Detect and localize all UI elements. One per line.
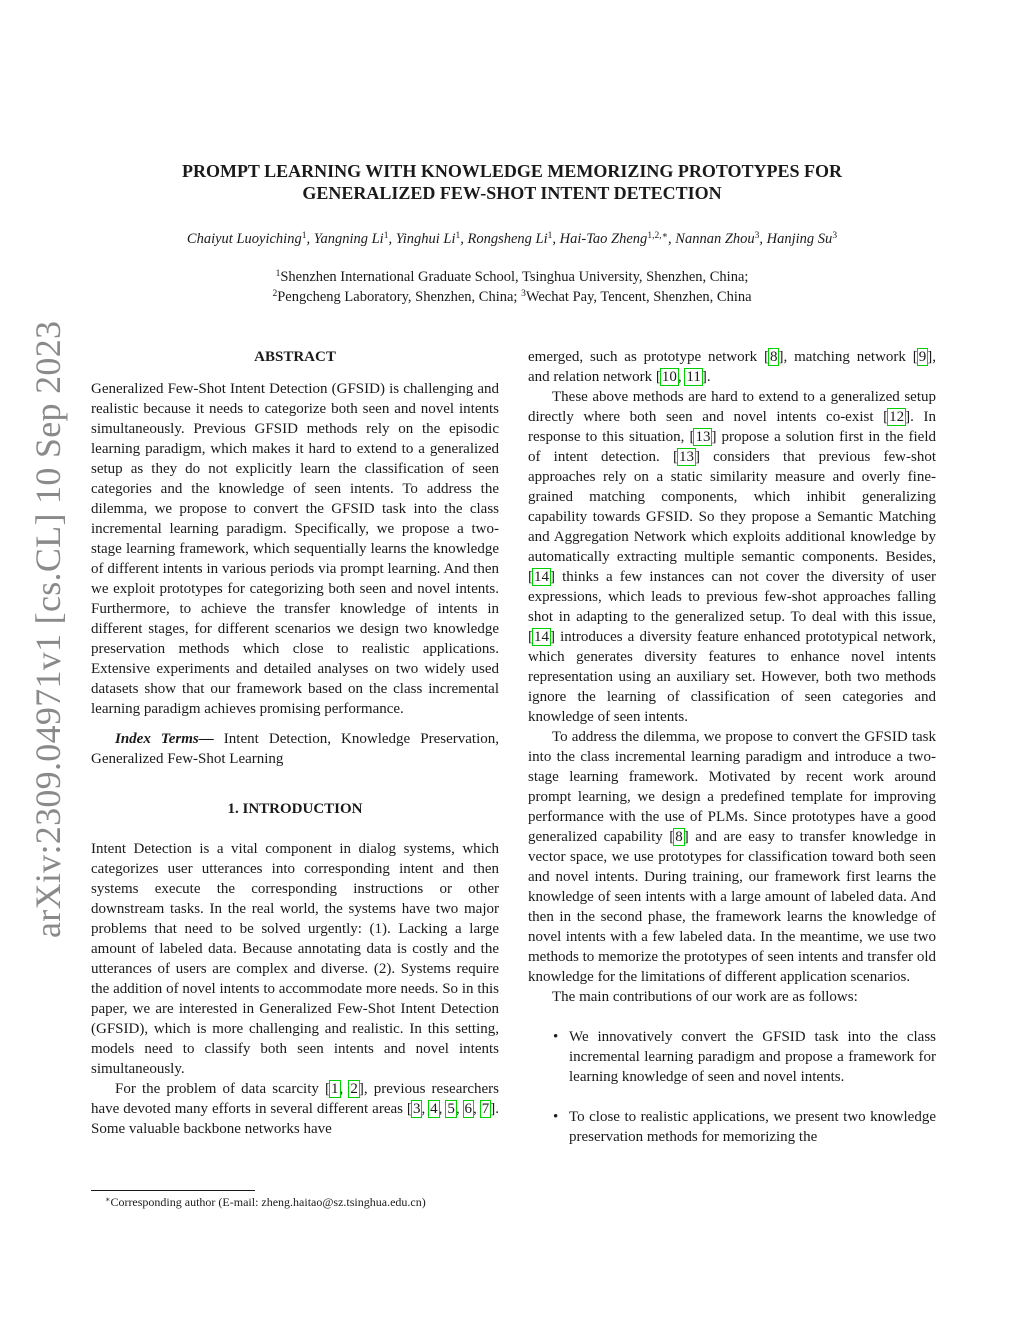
right-paragraph-4: The main contributions of our work are as follows: xyxy=(552,989,858,1005)
author-name: Yangning Li xyxy=(313,231,384,247)
text-run: These above methods are hard to extend to a generalized setup directly where both seen and novel intents co-exist [ xyxy=(528,389,936,425)
author-name: Hai-Tao Zheng xyxy=(559,231,648,247)
affiliation-mark: 2 xyxy=(272,289,278,299)
author-affiliation-mark: 3 xyxy=(754,231,760,241)
index-terms-label: Index Terms— xyxy=(115,731,214,747)
right-paragraph-2 xyxy=(528,387,936,727)
author-affiliation-mark: 1,2,∗ xyxy=(647,231,669,241)
affiliation-text: Shenzhen International Graduate School, Tsinghua University, Shenzhen, China; xyxy=(280,269,749,285)
text-run: ]. Some valuable backbone networks have xyxy=(91,1101,499,1137)
author-affiliation-mark: 1 xyxy=(301,231,307,241)
affiliation-mark: 1 xyxy=(275,269,281,279)
affiliation-mark: 3 xyxy=(521,289,526,299)
citation-link[interactable]: 8 xyxy=(769,349,778,365)
citation-link[interactable]: 14 xyxy=(534,629,549,645)
text-run: ], matching network [ xyxy=(778,349,918,365)
intro-paragraph-1: Intent Detection is a vital component in dialog systems, which categorizes user utterances into corresponding intent and then systems execute the corresponding instructions or other downstream tasks. In the real world, the systems have two major problems that need to be solved urgently: (1). Lacking a large amount of labeled data. Because annotating data is costly and the utterances of users are complex and diverse. (2). Systems require the addition of novel intents to accommodate more needs. So in this paper, we are interested in Generalized Few-Shot Intent Detection (GFSID), which is more challenging and realistic. In this setting, models need to classify both seen intents and novel intents simultaneously. xyxy=(91,841,499,1077)
citation-link[interactable]: 5 xyxy=(447,1101,455,1117)
citation-link[interactable]: 3 xyxy=(412,1101,421,1117)
right-paragraph-3 xyxy=(528,727,936,987)
affiliation-text: Pengcheng Laboratory, Shenzhen, China; xyxy=(277,289,518,305)
affiliations xyxy=(120,267,904,307)
text-run: ]. In response to this situation, [ xyxy=(528,409,936,445)
author-affiliation-mark: 1 xyxy=(383,231,389,241)
author-name: Rongsheng Li xyxy=(467,231,548,247)
author-affiliation-mark: 3 xyxy=(832,231,838,241)
index-terms xyxy=(91,729,499,769)
right-column xyxy=(528,347,936,1167)
author-affiliation-mark: 1 xyxy=(547,231,553,241)
title-line-2: GENERALIZED FEW-SHOT INTENT DETECTION xyxy=(302,183,722,203)
text-run: To address the dilemma, we propose to convert the GFSID task into the class incremental learning paradigm and introduce a two-stage learning framework. Motivated by recent work around prompt learning, we design a predefined template for improving performance with the use of PLMs. Since prototypes have a good generalized capability [ xyxy=(528,729,936,845)
citation-link[interactable]: 10 xyxy=(661,369,677,385)
affiliation-text: Wechat Pay, Tencent, Shenzhen, China xyxy=(525,289,752,305)
citation-link[interactable]: 11 xyxy=(686,369,701,385)
footnote xyxy=(91,1194,499,1210)
affiliation-line-2 xyxy=(120,287,904,307)
footnote-text: Corresponding author (E-mail: zheng.haitao@sz.tsinghua.edu.cn) xyxy=(110,1195,426,1209)
intro-paragraph-2: For the problem of data scarcity [1, 2], previous researchers have devoted many efforts in several different areas [3, 4, 5, 6, 7]. Some valuable backbone networks have xyxy=(91,1081,499,1137)
text-run: ], and relation network [ xyxy=(528,349,936,385)
list-item: • To close to realistic applications, we present two knowledge preservation methods for memorizing the xyxy=(528,1107,936,1147)
citation-link[interactable]: 1 xyxy=(331,1081,339,1097)
abstract-text: Generalized Few-Shot Intent Detection (GFSID) is challenging and realistic because it needs to categorize both seen and novel intents simultaneously. Previous GFSID methods rely on the episodic learning paradigm, which makes it hard to extend to a generalized setup as they do not explicitly learn the classification of seen categories and the knowledge of seen intents. To address the dilemma, we propose to convert the GFSID task into the class incremental learning paradigm. Specifically, we propose a two-stage learning framework, which sequentially learns the knowledge of different intents in various periods via prompt learning. And then we exploit prototypes for categorizing both seen and novel intents. Furthermore, to achieve the transfer knowledge of intents in different stages, for different scenarios we design two knowledge preservation methods which close to realistic applications. Extensive experiments and detailed analyses on two widely used datasets show that our framework based on the class incremental learning paradigm achieves promising performance. xyxy=(91,381,499,717)
affiliation-line-1 xyxy=(120,267,904,287)
author-name: Hanjing Su xyxy=(766,231,833,247)
citation-link[interactable]: 7 xyxy=(481,1101,490,1117)
title-line-1: PROMPT LEARNING WITH KNOWLEDGE MEMORIZING PROTOTYPES FOR xyxy=(181,161,843,181)
author-name: Nannan Zhou xyxy=(675,231,755,247)
author-name: Chaiyut Luoyiching xyxy=(186,231,302,247)
index-terms-text: Intent Detection, Knowledge Preservation, Generalized Few-Shot Learning xyxy=(91,731,500,767)
text-run: emerged, such as prototype network [ xyxy=(528,349,769,365)
abstract-heading: ABSTRACT xyxy=(254,349,336,365)
text-run: ] and are easy to transfer knowledge in vector space, we use prototypes for classification toward both seen and novel intents. During training, our framework first learns the knowledge of seen intents with a large amount of labeled data. And then in the second phase, the framework learns the knowledge of novel intents with a few labeled data. In the meantime, we use two methods to memorize the prototypes of seen intents and transfer old knowledge for the limitations of different application scenarios. xyxy=(528,829,936,985)
author-affiliation-mark: 1 xyxy=(455,231,461,241)
text-run: ] introduces a diversity feature enhanced prototypical network, which generates diversity features to enhance novel intents representation using an auxiliary set. However, both two methods ignore the learning of classification of seen categories and knowledge of seen intents. xyxy=(528,629,936,725)
left-column xyxy=(91,347,499,1139)
list-item: • We innovatively convert the GFSID task into the class incremental learning paradigm and propose a framework for learning knowledge of seen and novel intents. xyxy=(528,1027,936,1087)
text-run: For the problem of data scarcity [ xyxy=(115,1081,331,1097)
citation-link[interactable]: 6 xyxy=(464,1101,473,1117)
text-run: ] thinks a few instances can not cover the diversity of user expressions, which leads to previous few-shot approaches falling shot in adapting to the generalized setup. To deal with this issue, [ xyxy=(528,569,936,645)
author-list: Chaiyut Luoyiching$^1$, Yangning Li$^1$, Yinghui Li$^1$, Rongsheng Li$^1$, Hai-Tao Zheng$^{1,2,∗}$, Nannan Zhou$^3$, Hanjing Su$^3$ xyxy=(186,231,838,247)
text-run: ]. xyxy=(701,369,711,385)
citation-link[interactable]: 13 xyxy=(695,429,711,445)
citation-link[interactable]: 13 xyxy=(678,449,694,465)
citation-link[interactable]: 4 xyxy=(430,1101,438,1117)
citation-link[interactable]: 12 xyxy=(889,409,905,425)
footnote-mark: ∗ xyxy=(105,1195,111,1204)
right-paragraph-1: emerged, such as prototype network [8], matching network [9], and relation network [10, 11]. xyxy=(528,349,936,385)
citation-link[interactable]: 8 xyxy=(675,829,683,845)
text-run: ], previous researchers have devoted many efforts in several different areas [ xyxy=(91,1081,499,1117)
citation-link[interactable]: 14 xyxy=(534,569,549,585)
text-run: ] considers that previous few-shot approaches rely on a static similarity measure and overly fine-grained matching components, which inhibit generalizing capability towards GFSID. So they propose a Semantic Matching and Aggregation Network which exploits additional knowledge by automatically extracting multiple semantic components. Besides, [ xyxy=(528,449,936,585)
arxiv-identifier: arXiv:2309.04971v1 [cs.CL] 10 Sep 2023 xyxy=(28,320,68,938)
contributions-list xyxy=(528,1027,936,1147)
paper-title xyxy=(120,160,904,204)
citation-link[interactable]: 2 xyxy=(350,1081,358,1097)
text-run: ] propose a solution first in the field of intent detection. [ xyxy=(528,429,936,465)
footnote-rule xyxy=(91,1190,255,1191)
author-name: Yinghui Li xyxy=(395,231,456,247)
citation-link[interactable]: 9 xyxy=(918,349,927,365)
introduction-heading: 1. INTRODUCTION xyxy=(227,801,363,817)
